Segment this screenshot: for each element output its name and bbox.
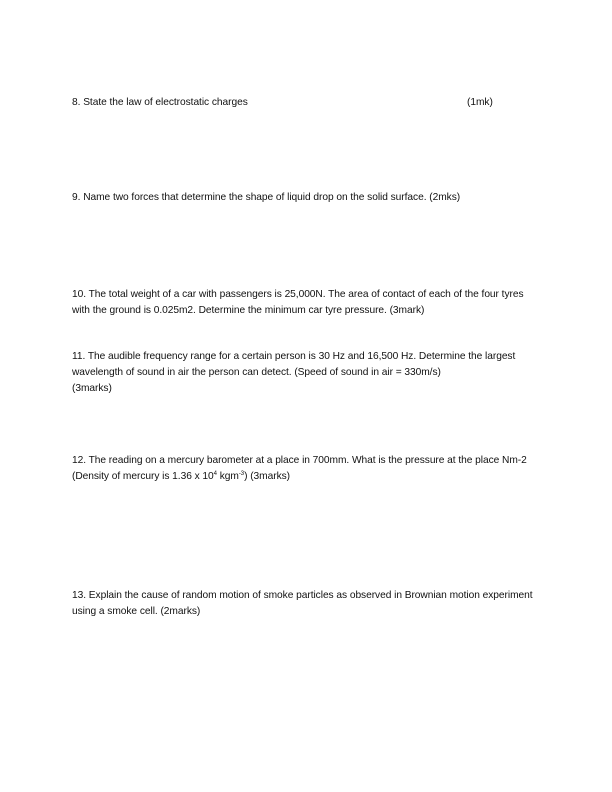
question-marks: (1mk) bbox=[467, 97, 493, 108]
question-number: 9. bbox=[72, 192, 81, 203]
question-number: 13. bbox=[72, 590, 87, 601]
question-text: The reading on a mercury barometer at a place in 700mm. What is the pressure at the place Nm-2 (Density of mercury is 1.36 x 10 bbox=[72, 455, 527, 482]
question-text-unit: kgm bbox=[216, 471, 239, 482]
question-text: State the law of electrostatic charges bbox=[83, 97, 248, 108]
question-text: The total weight of a car with passengers is 25,000N. The area of contact of each of the four tyres with the ground is 0.025m2. Determine the minimum car tyre pressure. bbox=[72, 289, 524, 316]
question-marks: (3marks) bbox=[250, 471, 291, 482]
question-number: 8. bbox=[72, 97, 81, 108]
question-12 bbox=[72, 453, 542, 485]
question-text: Name two forces that determine the shape of liquid drop on the solid surface. bbox=[83, 192, 427, 203]
question-13 bbox=[72, 588, 542, 620]
question-text: The audible frequency range for a certain person is 30 Hz and 16,500 Hz. Determine the largest wavelength of sound in air the person can detect. (Speed of sound in air = 330m/s) bbox=[72, 351, 516, 378]
question-number: 12. bbox=[72, 455, 87, 466]
question-number: 11. bbox=[72, 351, 86, 362]
question-10 bbox=[72, 287, 542, 319]
exponent: -3 bbox=[238, 471, 245, 477]
question-9 bbox=[72, 190, 542, 206]
question-text: Explain the cause of random motion of smoke particles as observed in Brownian motion experiment using a smoke cell. bbox=[72, 590, 533, 617]
question-marks: (3marks) bbox=[72, 383, 112, 394]
question-marks: (2marks) bbox=[160, 606, 201, 617]
exponent: 4 bbox=[213, 471, 217, 477]
question-text-close: ) bbox=[244, 471, 248, 482]
question-8 bbox=[72, 95, 542, 111]
question-marks: (3mark) bbox=[389, 305, 425, 316]
question-marks: (2mks) bbox=[429, 192, 461, 203]
question-11 bbox=[72, 349, 542, 397]
question-number: 10. bbox=[72, 289, 87, 300]
